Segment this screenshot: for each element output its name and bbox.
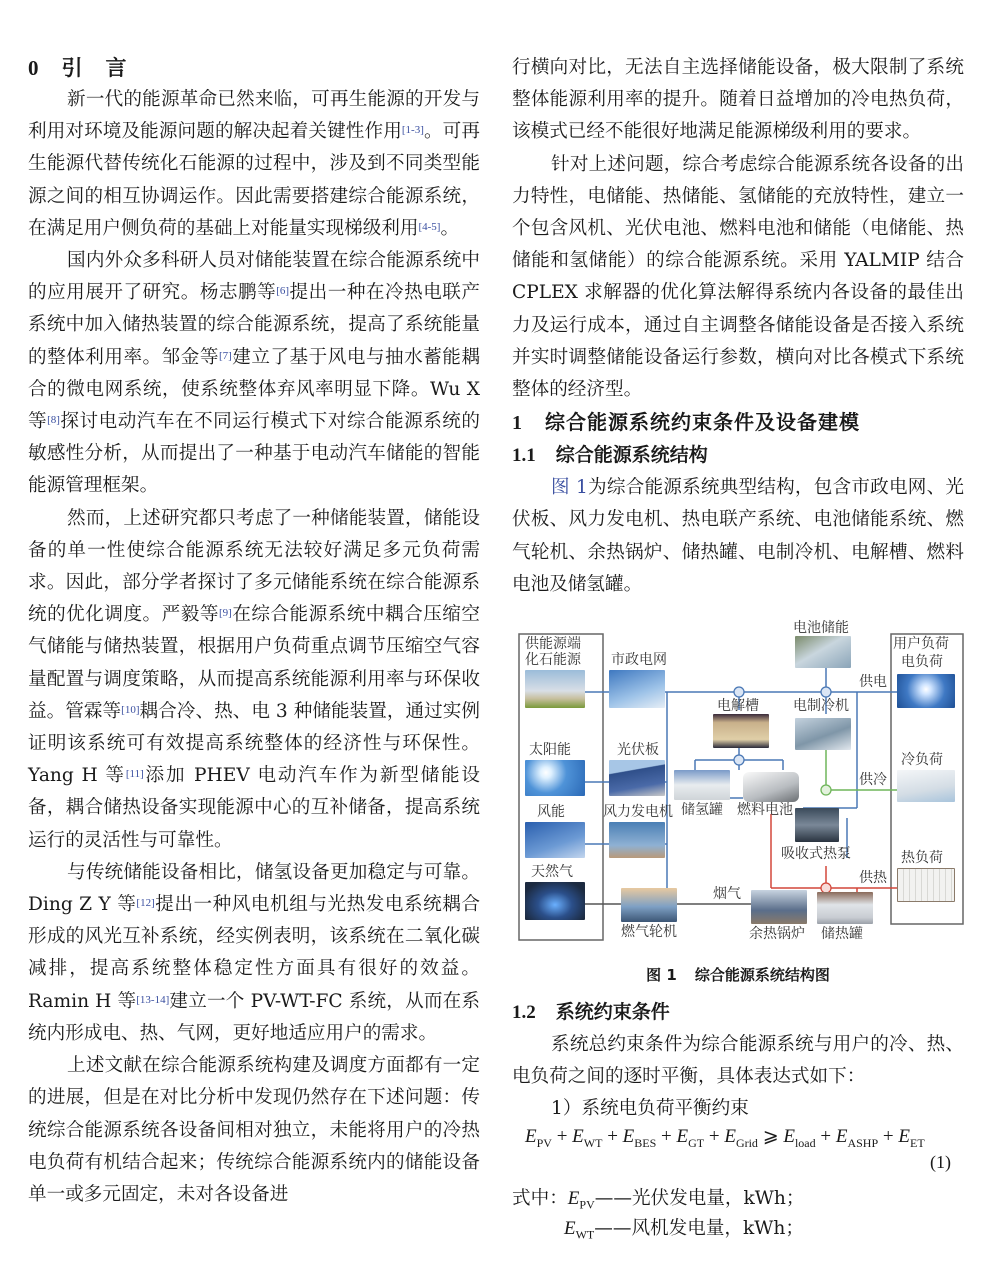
label-heat-storage-tank: 储热罐: [821, 926, 863, 942]
citation-reference[interactable]: [12]: [136, 897, 155, 910]
list-item: 1）系统电负荷平衡约束: [551, 1098, 749, 1120]
citation-reference[interactable]: [1-3]: [401, 124, 424, 137]
text-run: 上述文献在综合能源系统构建及调度方面都有一定的进展，但是在对比分析中发现仍然存在下述问题：传统综合能源系统各设备间相对独立，未能将用户的冷热电负荷有机结合起来；传统综合能源系统内的储能设备单一或多元固定，未对各设备进: [28, 1055, 480, 1205]
fossil-energy-image: [525, 670, 585, 708]
text-run: 。可再生能源代替传统化石能源的过程中，涉及到不同类型能源之间的相互协调运作。因此需要搭建综合能源系统，在满足用户侧负荷的基础上对能量实现梯级利用: [28, 121, 480, 239]
symbol-description: ——光伏发电量，kWh；: [594, 1188, 805, 1209]
electric-chiller-image: [795, 718, 851, 750]
section-heading-1: [512, 406, 964, 439]
subsection-title: 综合能源系统结构: [555, 444, 708, 467]
section-title: 综合能源系统约束条件及设备建模: [545, 410, 860, 435]
label-gas-turbine: 燃气轮机: [621, 924, 677, 940]
equation-1: [525, 1124, 925, 1156]
label-electrolyzer: 电解槽: [717, 698, 759, 714]
left-column: [28, 52, 480, 1211]
subsection-number: 1.1: [512, 445, 536, 467]
section-number: 0: [28, 56, 40, 80]
section-1-2: [512, 996, 964, 1126]
citation-reference[interactable]: [8]: [47, 414, 60, 427]
label-battery-storage: 电池储能: [793, 620, 849, 636]
label-fossil-energy: 化石能源: [525, 652, 581, 668]
subsection-title: 系统约束条件: [555, 1001, 670, 1023]
label-wind: 风能: [537, 804, 565, 820]
pv-panel-image: [609, 760, 665, 796]
cooling-load-image: [897, 770, 955, 802]
label-electric-chiller: 电制冷机: [793, 698, 849, 714]
equation-term: $E_{WT}$: [572, 1126, 603, 1150]
municipal-grid-image: [609, 670, 665, 708]
paragraph: [28, 1050, 480, 1211]
heat-load-image: [897, 868, 955, 902]
equation-operator: +: [815, 1126, 836, 1147]
paragraph: 系统总约束条件为综合能源系统与用户的冷、热、电负荷之间的逐时平衡，具体表达式如下：: [512, 1034, 964, 1088]
equation-operator: +: [704, 1126, 725, 1147]
paragraph-figure-reference: [512, 472, 964, 601]
citation-reference[interactable]: [13-14]: [136, 993, 170, 1006]
symbol-subscript: PV: [579, 1197, 595, 1212]
text-run: 与传统储能设备相比，储氢设备更加稳定与可靠。Ding Z Y 等: [28, 861, 480, 916]
figure-caption: [512, 964, 964, 986]
label-fuel-cell: 燃料电池: [737, 802, 793, 818]
label-pv-panel: 光伏板: [617, 742, 659, 758]
equation-term: $E_{ET}$: [898, 1126, 925, 1150]
equation-term: $E_{GT}$: [676, 1126, 705, 1150]
equation-term: $E_{load}$: [783, 1126, 816, 1150]
citation-reference[interactable]: [9]: [218, 607, 232, 620]
section-title: 引 言: [61, 56, 128, 80]
symbol-subscript: WT: [575, 1227, 595, 1242]
label-municipal-grid: 市政电网: [611, 652, 667, 668]
paragraph: [512, 149, 964, 407]
where-line-2: [564, 1214, 804, 1250]
solar-image: [525, 760, 585, 796]
symbol: E: [564, 1218, 576, 1239]
text-run: 提出一种风电机组与光热发电系统耦合形成的风光互补系统，经实例表明，该系统在二氧化碳减排，提高系统整体稳定性方面具有很好的效益。Ramin H 等: [28, 894, 480, 1012]
citation-reference[interactable]: [6]: [276, 285, 290, 298]
paragraph: [512, 52, 964, 149]
label-natural-gas: 天然气: [531, 864, 573, 880]
equation-term: $E_{ASHP}$: [835, 1126, 879, 1150]
wind-energy-image: [525, 822, 585, 858]
subsection-heading-1-1: [512, 439, 964, 472]
citation-reference[interactable]: [4-5]: [418, 220, 441, 233]
text-run: 国内外众多科研人员对储能装置在综合能源系统中的应用展开了研究。杨志鹏等: [28, 250, 480, 304]
text-run: 提出一种在冷热电联产系统中加入储热装置的综合能源系统，提高了系统能量的整体利用率。邹金等: [28, 282, 480, 368]
text-run: 探讨电动汽车在不同运行模式下对综合能源系统的敏感性分析，从而提出了一种基于电动汽车储能的智能能源管理框架。: [28, 411, 480, 497]
paragraph: [28, 245, 480, 503]
equation-operator: +: [551, 1126, 573, 1147]
right-column: [512, 52, 964, 601]
citation-reference[interactable]: [10]: [121, 703, 140, 716]
citation-reference[interactable]: [7]: [218, 349, 232, 362]
natural-gas-image: [525, 882, 585, 920]
paragraph: [28, 503, 480, 857]
symbol-description: ——风机发电量，kWh；: [594, 1218, 804, 1239]
label-supply-power: 供电: [859, 674, 887, 690]
paragraph: [28, 857, 480, 1050]
label-heat-load: 热负荷: [901, 850, 943, 866]
figure-link[interactable]: 图 1: [551, 477, 588, 499]
text-run: 建立了基于风电与抽水蓄能耦合的微电网系统，使系统整体弃风率明显下降。Wu X 等: [28, 346, 480, 433]
text-run: 新一代的能源革命已然来临，可再生能源的开发与利用对环境及能源问题的解决起着关键性作用: [28, 89, 480, 143]
text-run: 添加 PHEV 电动汽车作为新型储能设备，耦合储热设备实现能源中心的互补储备，提高系统运行的灵活性与可靠性。: [28, 765, 480, 851]
equation-operator: ⩾: [757, 1126, 784, 1147]
text-run: 然而，上述研究都只考虑了一种储能装置，储能设备的单一性使综合能源系统无法较好满足多元负荷需求。因此，部分学者探讨了多元储能系统在综合能源系统的优化调度。严毅等: [28, 507, 480, 626]
label-supply-side: 供能源端: [525, 636, 581, 652]
section-number: 1: [512, 412, 523, 435]
where-prefix: 式中：: [512, 1188, 568, 1209]
figure-title: 综合能源系统结构图: [694, 966, 830, 984]
equation-operator: +: [602, 1126, 623, 1147]
absorption-heat-pump-image: [795, 808, 839, 842]
label-hydrogen-tank: 储氢罐: [681, 802, 723, 818]
section-heading-introduction: [28, 52, 480, 84]
symbol: E: [567, 1188, 580, 1209]
equation-operator: +: [656, 1126, 677, 1147]
label-solar: 太阳能: [529, 742, 571, 758]
equation-term: $E_{PV}$: [525, 1126, 552, 1150]
gas-turbine-image: [621, 888, 677, 922]
paragraph-text: 为综合能源系统典型结构，包含市政电网、光伏板、风力发电机、热电联产系统、电池储能系统、燃气轮机、余热锅炉、储热罐、电制冷机、电解槽、燃料电池及储氢罐。: [512, 477, 964, 595]
label-absorption-heat-pump: 吸收式热泵: [781, 846, 851, 862]
electrolyzer-image: [713, 714, 769, 748]
label-waste-heat-boiler: 余热锅炉: [749, 926, 805, 942]
equation-operator: +: [878, 1126, 899, 1147]
text-run: 建立一个 PV-WT-FC 系统，从而在系统内形成电、热、气网，更好地适应用户的需求。: [28, 990, 480, 1044]
text-run: 在综合能源系统中耦合压缩空气储能与储热装置，根据用户负荷重点调节压缩空气容量配置与调度策略，从而提高系统能源利用率与环保收益。管霖等: [28, 604, 480, 722]
figure-number: 图 1: [646, 966, 677, 984]
label-flue-gas: 烟气: [713, 886, 741, 902]
fuel-cell-image: [743, 772, 799, 802]
text-run: 。: [440, 217, 460, 239]
text-run: 行横向对比，无法自主选择储能设备，极大限制了系统整体能源利用率的提升。随着日益增加的冷电热负荷，该模式已经不能很好地满足能源梯级利用的要求。: [512, 57, 964, 143]
heat-storage-tank-image: [817, 892, 873, 924]
citation-reference[interactable]: [11]: [125, 768, 144, 781]
subsection-number: 1.2: [512, 1002, 536, 1023]
equation-term: $E_{BES}$: [622, 1126, 657, 1150]
equation-term: $E_{Grid}$: [724, 1126, 758, 1150]
paragraph: [28, 84, 480, 245]
wind-turbine-image: [609, 822, 665, 858]
waste-heat-boiler-image: [751, 890, 807, 924]
text-run: 针对上述问题，综合考虑综合能源系统各设备的出力特性，电储能、热储能、氢储能的充放特性，建立一个包含风机、光伏电池、燃料电池和储能（电储能、热储能和氢储能）的综合能源系统。采用 YALMIP 结合 CPLEX 求解器的优化算法解得系统内各设备的最佳出力及运行成本，通过自主调整各储能设备是否接入系统并实时调整储能设备运行参数，横向对比各模式下系统整体的经济型。: [512, 153, 964, 401]
label-cooling-load: 冷负荷: [901, 752, 943, 768]
label-supply-cooling: 供冷: [859, 772, 887, 788]
label-wind-turbine: 风力发电机: [603, 804, 673, 820]
electric-load-image: [897, 674, 955, 708]
label-supply-heat: 供热: [859, 870, 887, 886]
hydrogen-tank-image: [674, 770, 730, 800]
text-run: 耦合冷、热、电 3 种储能装置，通过实例证明该系统可有效提高系统整体的经济性与环保性。Yang H 等: [28, 700, 480, 787]
battery-storage-image: [795, 636, 851, 668]
label-electric-load: 电负荷: [901, 654, 943, 670]
equation-number: (1): [930, 1152, 951, 1172]
system-structure-figure: [517, 618, 967, 958]
label-user-load: 用户负荷: [893, 636, 949, 652]
subsection-heading-1-2: [512, 996, 964, 1029]
